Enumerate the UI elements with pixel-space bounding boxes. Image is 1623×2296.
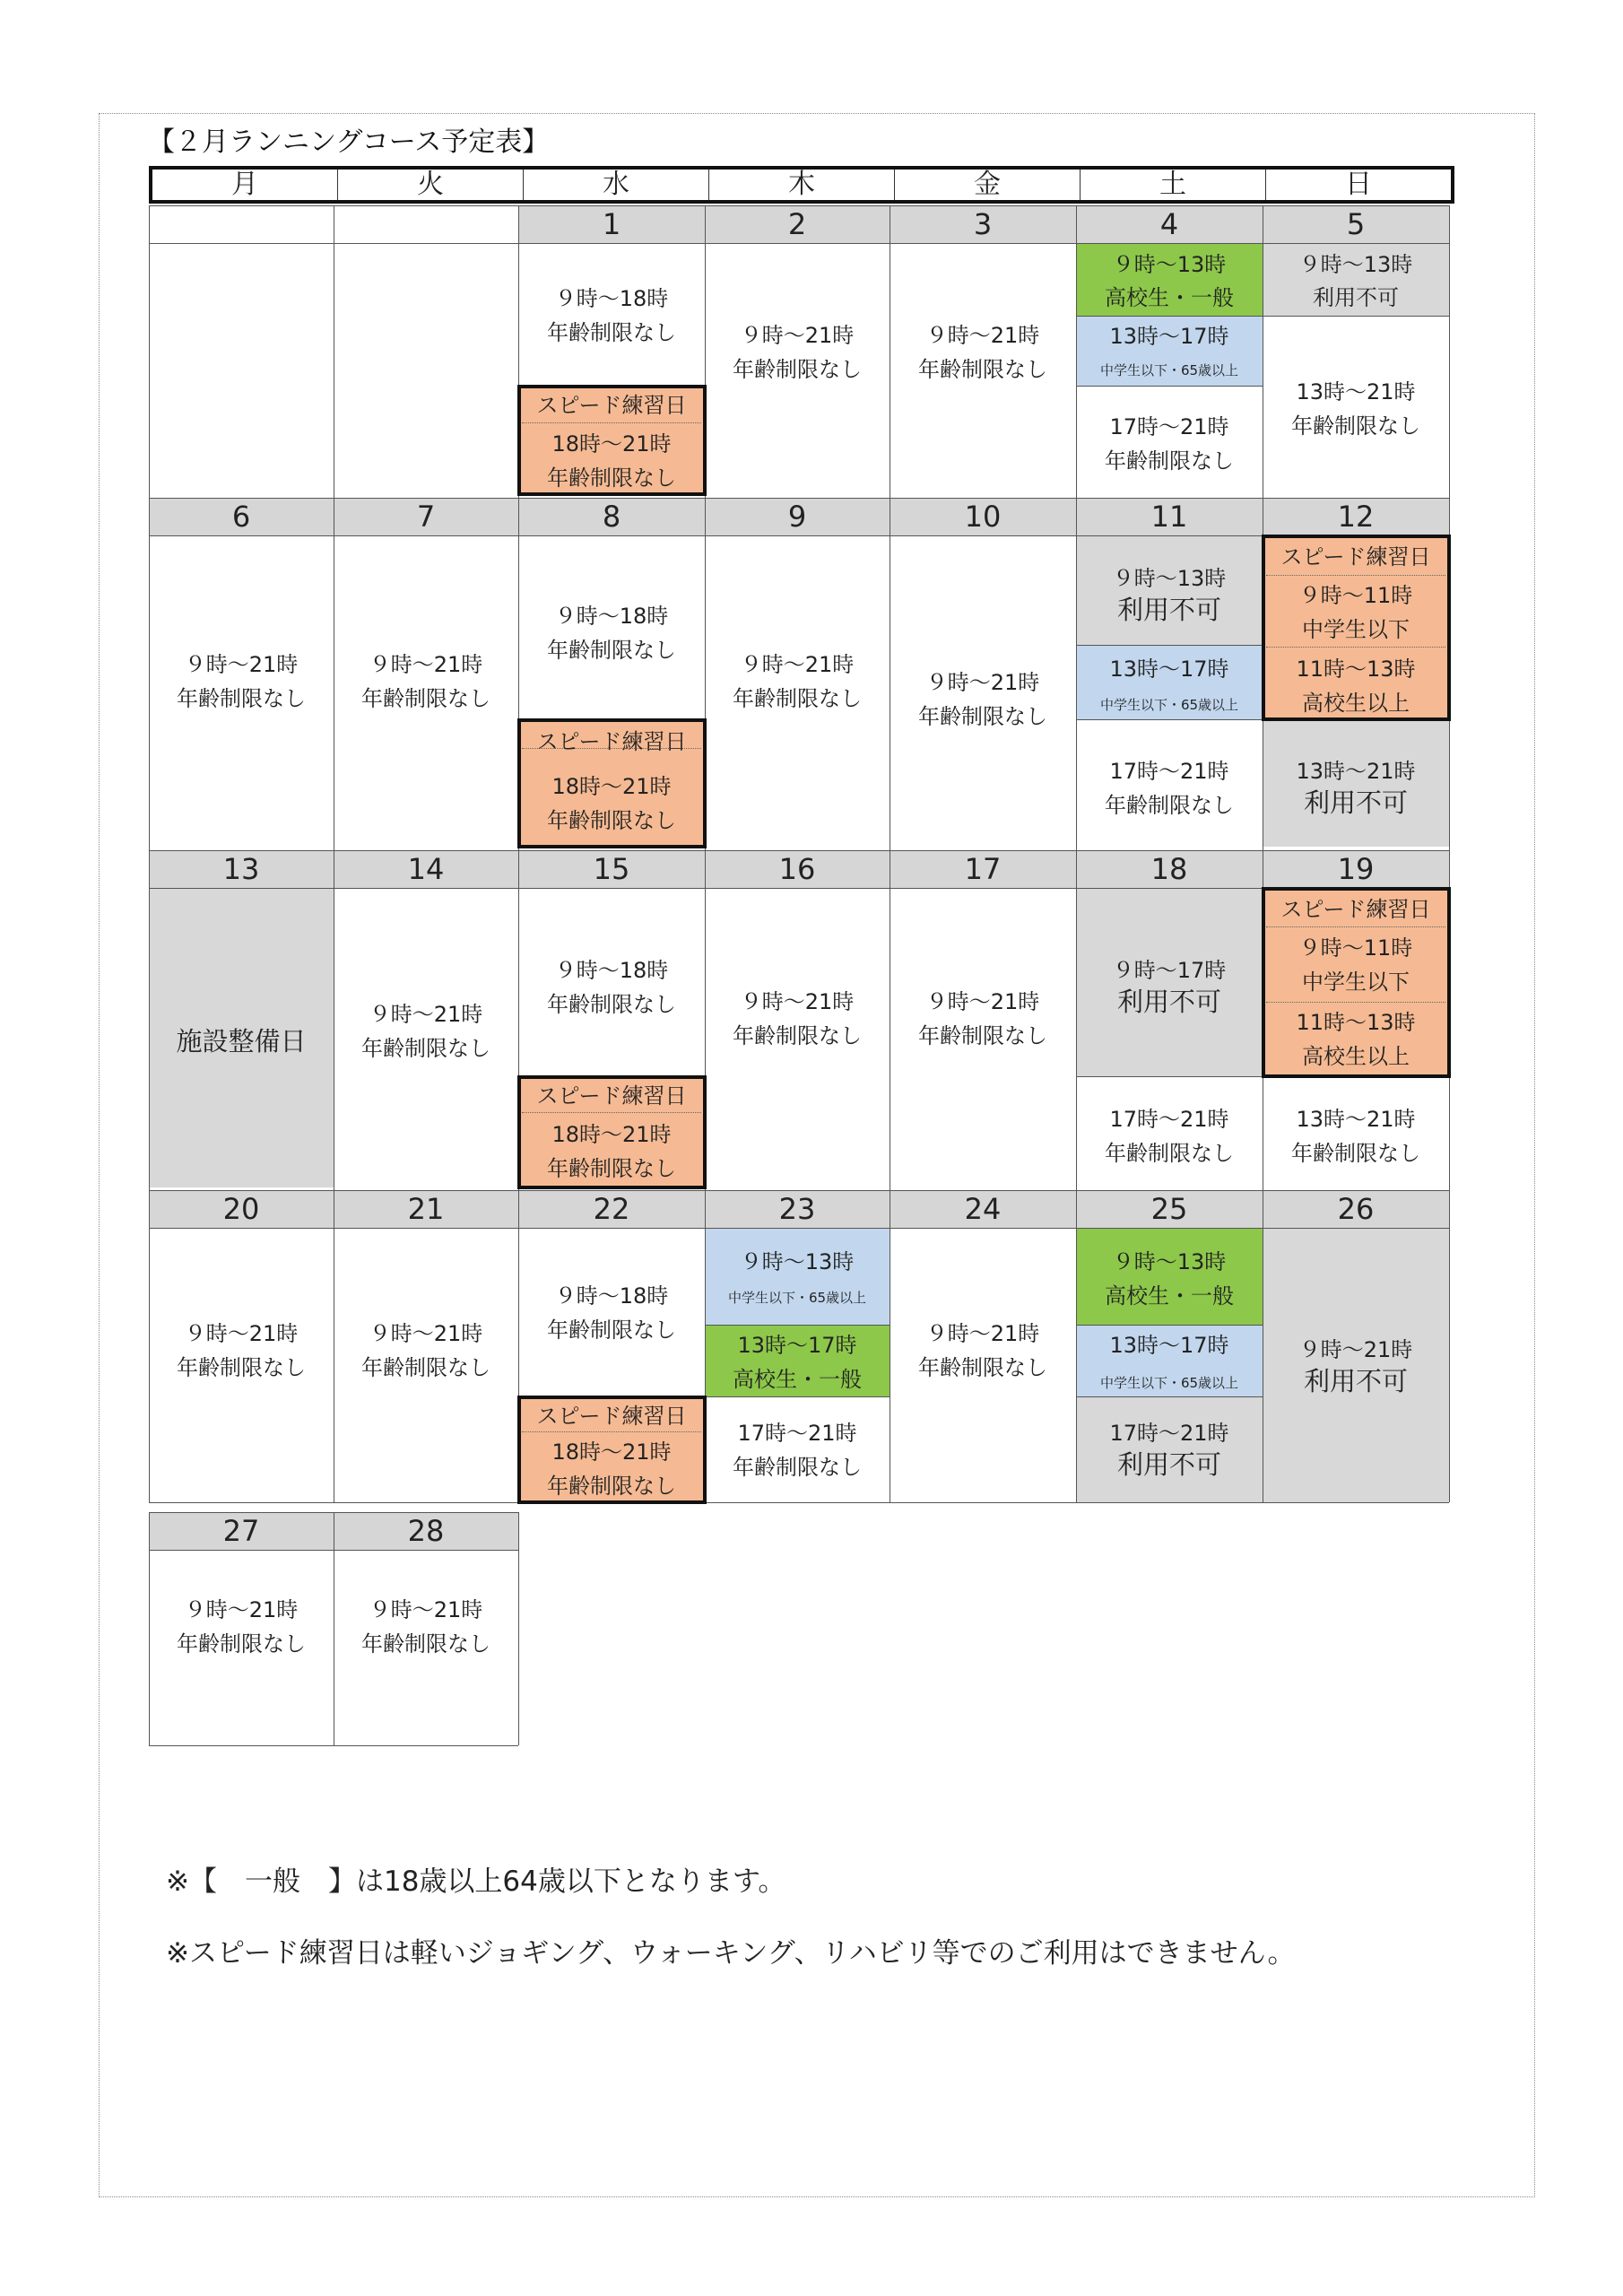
slot-divider — [1076, 1325, 1263, 1326]
date-cell: 24 — [890, 1190, 1076, 1228]
slot-note: 年齢制限なし — [547, 638, 676, 663]
slot-time: ９時～21時 — [369, 652, 483, 677]
slot-note: 利用不可 — [1313, 285, 1399, 310]
slot-divider — [1076, 645, 1263, 646]
slot-time: ９時～17時 — [1112, 958, 1227, 983]
slot-note: 年齢制限なし — [918, 1023, 1047, 1048]
slot-note: 利用不可 — [1303, 1366, 1408, 1396]
date-cell: 8 — [518, 498, 705, 535]
slot-time: ９時～13時 — [740, 1249, 855, 1274]
date-cell: 14 — [334, 850, 518, 888]
slot-time: ９時～21時 — [740, 323, 855, 348]
weekday-thu: 木 — [708, 170, 894, 200]
slot-note: 年齢制限なし — [361, 1631, 490, 1657]
slot-divider — [705, 1396, 890, 1397]
slot-time: 13時～17時 — [1109, 657, 1229, 682]
slot-time: 13時～17時 — [1109, 1333, 1229, 1358]
date-cell: 28 — [334, 1512, 518, 1550]
date-cell: 21 — [334, 1190, 518, 1228]
date-cell: 1 — [518, 205, 705, 243]
footnote: ※【 一般 】は18歳以上64歳以下となります。 — [166, 1866, 786, 1898]
slot-note: 年齢制限なし — [547, 1156, 676, 1181]
slot-note: 年齢制限なし — [361, 1036, 490, 1061]
slot-note: 中学生以下・65歳以上 — [1099, 362, 1239, 378]
slot-note: 高校生・一般 — [1105, 1283, 1234, 1309]
grid-line — [149, 1228, 1449, 1229]
date-cell: 15 — [518, 850, 705, 888]
slot-time: ９時～13時 — [1112, 252, 1227, 277]
date-cell: 5 — [1263, 205, 1449, 243]
slot-time: 17時～21時 — [737, 1421, 857, 1446]
slot-note: 中学生以下 — [1302, 617, 1410, 642]
slot-time: ９時～21時 — [1298, 1337, 1413, 1362]
slot-divider — [1076, 386, 1263, 387]
slot-time: ９時～18時 — [554, 286, 669, 311]
slot-note: 年齢制限なし — [361, 1355, 490, 1380]
date-cell: 19 — [1263, 850, 1449, 888]
slot-time: 17時～21時 — [1109, 1421, 1229, 1446]
slot-note: 年齢制限なし — [361, 686, 490, 711]
slot-divider — [1076, 316, 1263, 317]
date-cell: 11 — [1076, 498, 1263, 535]
slot-note: 中学生以下・65歳以上 — [1099, 697, 1239, 713]
grid-line — [518, 1512, 519, 1745]
slot-note: 年齢制限なし — [1105, 1141, 1234, 1166]
slot-note: 高校生以上 — [1302, 691, 1410, 716]
slot-divider — [1076, 1396, 1263, 1397]
date-cell: 9 — [705, 498, 890, 535]
footnote: ※スピード練習日は軽いジョギング、ウォーキング、リハビリ等でのご利用はできません。 — [166, 1937, 1296, 1970]
footnotes — [166, 1846, 1295, 1989]
slot-note: 年齢制限なし — [177, 1355, 306, 1380]
slot-time: ９時～21時 — [925, 670, 1040, 695]
slot-note: 年齢制限なし — [1291, 1141, 1420, 1166]
slot-note: 年齢制限なし — [177, 1631, 306, 1657]
slot-note: 年齢制限なし — [733, 1455, 862, 1480]
date-cell: 27 — [149, 1512, 334, 1550]
slot-time: 18時～21時 — [551, 431, 672, 457]
weekday-fri: 金 — [894, 170, 1080, 200]
slot-time: ９時～18時 — [554, 958, 669, 983]
slot-note: 年齢制限なし — [1105, 448, 1234, 474]
weekday-wed: 水 — [523, 170, 708, 200]
slot-time: 11時～13時 — [1296, 1010, 1416, 1035]
slot-note: 年齢制限なし — [547, 992, 676, 1017]
date-cell: 6 — [149, 498, 334, 535]
slot-time: ９時～21時 — [925, 989, 1040, 1014]
grid-line — [1449, 205, 1450, 1502]
weekday-sun: 日 — [1265, 170, 1451, 200]
slot-note: 高校生・一般 — [1105, 285, 1234, 310]
slot-time: ９時～21時 — [740, 652, 855, 677]
slot-time: 13時～21時 — [1296, 759, 1416, 784]
grid-line — [149, 535, 1449, 536]
slot-note: 年齢制限なし — [547, 808, 676, 833]
date-cell: 23 — [705, 1190, 890, 1228]
weekday-tue: 火 — [337, 170, 523, 200]
slot-time: 17時～21時 — [1109, 1107, 1229, 1132]
date-cell: 4 — [1076, 205, 1263, 243]
weekday-mon: 月 — [231, 169, 258, 200]
date-cell: 22 — [518, 1190, 705, 1228]
slot-time: ９時～13時 — [1112, 1249, 1227, 1274]
slot-time: 17時～21時 — [1109, 414, 1229, 439]
slot-time: 18時～21時 — [551, 1122, 672, 1147]
slot-note: 中学生以下・65歳以上 — [727, 1290, 867, 1306]
slot-time: ９時～21時 — [184, 652, 299, 677]
date-cell: 25 — [1076, 1190, 1263, 1228]
speed-label: スピード練習日 — [1280, 544, 1431, 570]
slot-note: 年齢制限なし — [918, 704, 1047, 729]
slot-time: 11時～13時 — [1296, 657, 1416, 682]
date-cell: 13 — [149, 850, 334, 888]
weekday-sat: 土 — [1080, 170, 1265, 200]
grid-line — [149, 1190, 1449, 1191]
slot-time: 13時～21時 — [1296, 379, 1416, 404]
date-cell: 10 — [890, 498, 1076, 535]
slot-divider — [1076, 1076, 1263, 1077]
slot-note: 高校生・一般 — [733, 1367, 862, 1392]
slot-note: 年齢制限なし — [1291, 413, 1420, 439]
slot-time: ９時～11時 — [1298, 583, 1413, 608]
date-cell: 20 — [149, 1190, 334, 1228]
slot-note: 高校生以上 — [1302, 1044, 1410, 1069]
slot-note: 利用不可 — [1116, 1449, 1221, 1480]
maintenance-day: 施設整備日 — [176, 1026, 307, 1057]
grid-line — [149, 498, 1449, 499]
date-cell: 26 — [1263, 1190, 1449, 1228]
grid-line — [149, 888, 1449, 889]
slot-time: ９時～13時 — [1298, 252, 1413, 277]
slot-note: 中学生以下 — [1302, 970, 1410, 995]
slot-note: 年齢制限なし — [733, 1023, 862, 1048]
slot-note: 年齢制限なし — [918, 1355, 1047, 1380]
slot-time: 18時～21時 — [551, 774, 672, 799]
slot-note: 年齢制限なし — [547, 320, 676, 345]
slot-time: ９時～21時 — [740, 989, 855, 1014]
slot-time: ９時～21時 — [184, 1597, 299, 1622]
grid-line — [149, 1745, 518, 1746]
date-cell: 12 — [1263, 498, 1449, 535]
date-cell: 16 — [705, 850, 890, 888]
grid-line — [149, 205, 150, 1502]
slot-time: 17時～21時 — [1109, 759, 1229, 784]
slot-time: ９時～21時 — [184, 1321, 299, 1346]
speed-label: スピード練習日 — [1280, 897, 1431, 922]
grid-line — [149, 1502, 1449, 1503]
slot-note: 年齢制限なし — [733, 686, 862, 711]
grid-line — [149, 205, 1449, 206]
slot-time: ９時～18時 — [554, 1283, 669, 1309]
slot-time: ９時～18時 — [554, 604, 669, 629]
slot-divider — [1263, 316, 1449, 317]
slot-note: 利用不可 — [1303, 787, 1408, 818]
date-cell: 17 — [890, 850, 1076, 888]
slot-note: 中学生以下・65歳以上 — [1099, 1375, 1239, 1391]
slot-time: ９時～13時 — [1112, 566, 1227, 591]
grid-line — [149, 243, 1449, 244]
slot-note: 利用不可 — [1116, 595, 1221, 625]
speed-label: スピード練習日 — [536, 393, 687, 418]
slot-divider — [705, 1325, 890, 1326]
date-cell: 3 — [890, 205, 1076, 243]
slot-time: 13時～17時 — [737, 1333, 857, 1358]
slot-divider — [1076, 719, 1263, 720]
slot-note: 利用不可 — [1116, 987, 1221, 1017]
slot-time: 13時～17時 — [1109, 324, 1229, 349]
date-cell: 7 — [334, 498, 518, 535]
date-cell: 18 — [1076, 850, 1263, 888]
page-title: 【２月ランニングコース予定表】 — [148, 126, 550, 158]
slot-time: ９時～21時 — [925, 1321, 1040, 1346]
slot-note: 年齢制限なし — [547, 1474, 676, 1499]
slot-time: ９時～21時 — [369, 1002, 483, 1027]
slot-time: 13時～21時 — [1296, 1107, 1416, 1132]
slot-note: 年齢制限なし — [547, 1318, 676, 1343]
speed-label: スピード練習日 — [536, 729, 687, 754]
slot-note: 年齢制限なし — [1105, 793, 1234, 818]
slot-time: ９時～21時 — [369, 1597, 483, 1622]
slot-time: ９時～21時 — [369, 1321, 483, 1346]
slot-note: 年齢制限なし — [918, 357, 1047, 382]
slot-time: ９時～21時 — [925, 323, 1040, 348]
slot-note: 年齢制限なし — [547, 465, 676, 491]
date-cell: 2 — [705, 205, 890, 243]
speed-label: スピード練習日 — [536, 1404, 687, 1429]
slot-note: 年齢制限なし — [733, 357, 862, 382]
speed-label: スピード練習日 — [536, 1083, 687, 1109]
slot-note: 年齢制限なし — [177, 686, 306, 711]
weekday-header — [149, 166, 1454, 204]
slot-time: 18時～21時 — [551, 1439, 672, 1465]
slot-time: ９時～11時 — [1298, 935, 1413, 961]
grid-line — [149, 850, 1449, 851]
